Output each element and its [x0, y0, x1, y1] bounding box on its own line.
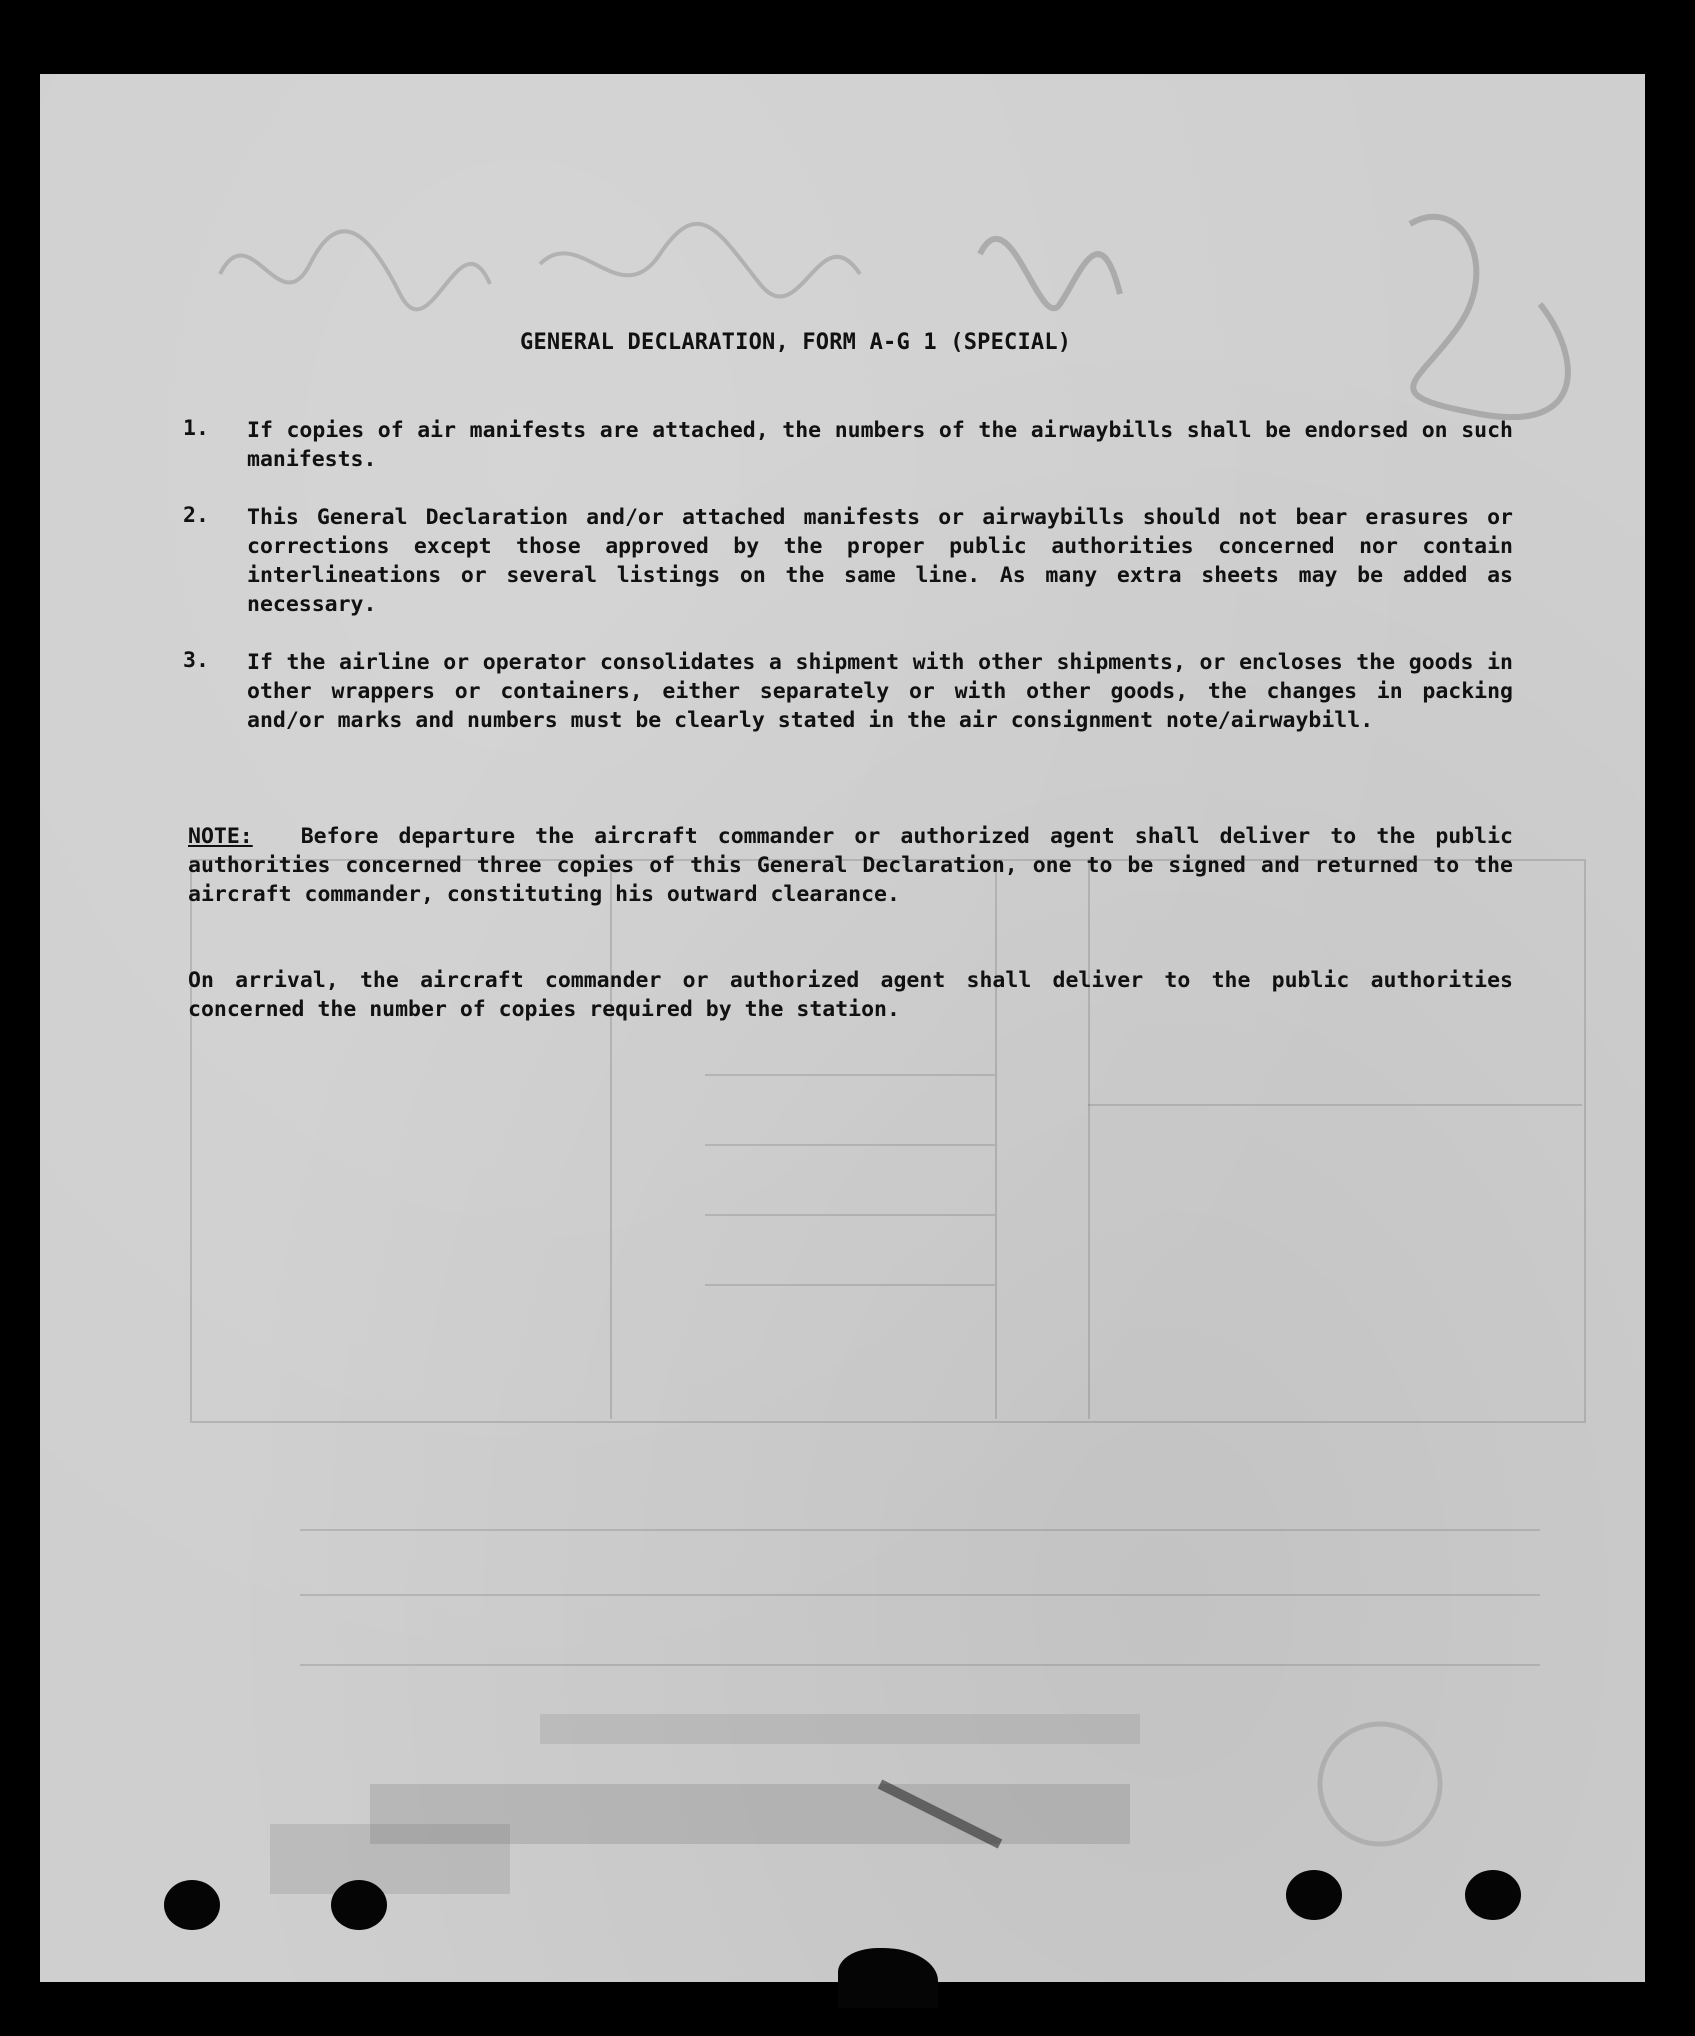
punch-hole — [164, 1880, 220, 1930]
arrival-paragraph: On arrival, the aircraft commander or authorized agent shall deliver to the public authorities concerned the number of copies required by the station. — [188, 968, 1513, 1022]
item-text: If the airline or operator consolidates a shipment with other shipments, or encloses the goods in other wrappers or containers, either separately or with other goods, the changes in packing and/or marks and numbers must be clearly stated in the air consignment note/airwaybill. — [247, 650, 1513, 733]
note-paragraph — [188, 822, 1513, 909]
item-text: This General Declaration and/or attached manifests or airwaybills should not bear erasures or corrections except those approved by the proper public authorities concerned nor contain interlineations or several listings on the same line. As many extra sheets may be added as necessary. — [247, 505, 1513, 617]
instruction-item-2 — [183, 503, 1513, 619]
item-number: 1. — [183, 416, 209, 441]
punch-hole — [1465, 1870, 1521, 1920]
item-number: 2. — [183, 503, 209, 528]
punch-hole — [1286, 1870, 1342, 1920]
item-number: 3. — [183, 648, 209, 673]
note-text: Before departure the aircraft commander or authorized agent shall deliver to the public authorities concerned three copies of this General Declaration, one to be signed and returned to the aircraft commander, constituting his outward clearance. — [188, 824, 1513, 907]
note-label: NOTE: — [188, 824, 253, 849]
instruction-item-3 — [183, 648, 1513, 735]
page-title: GENERAL DECLARATION, FORM A-G 1 (SPECIAL) — [520, 330, 1072, 355]
item-text: If copies of air manifests are attached, the numbers of the airwaybills shall be endorsed on such manifests. — [247, 418, 1513, 472]
punch-hole — [331, 1880, 387, 1930]
instruction-item-1 — [183, 416, 1513, 474]
